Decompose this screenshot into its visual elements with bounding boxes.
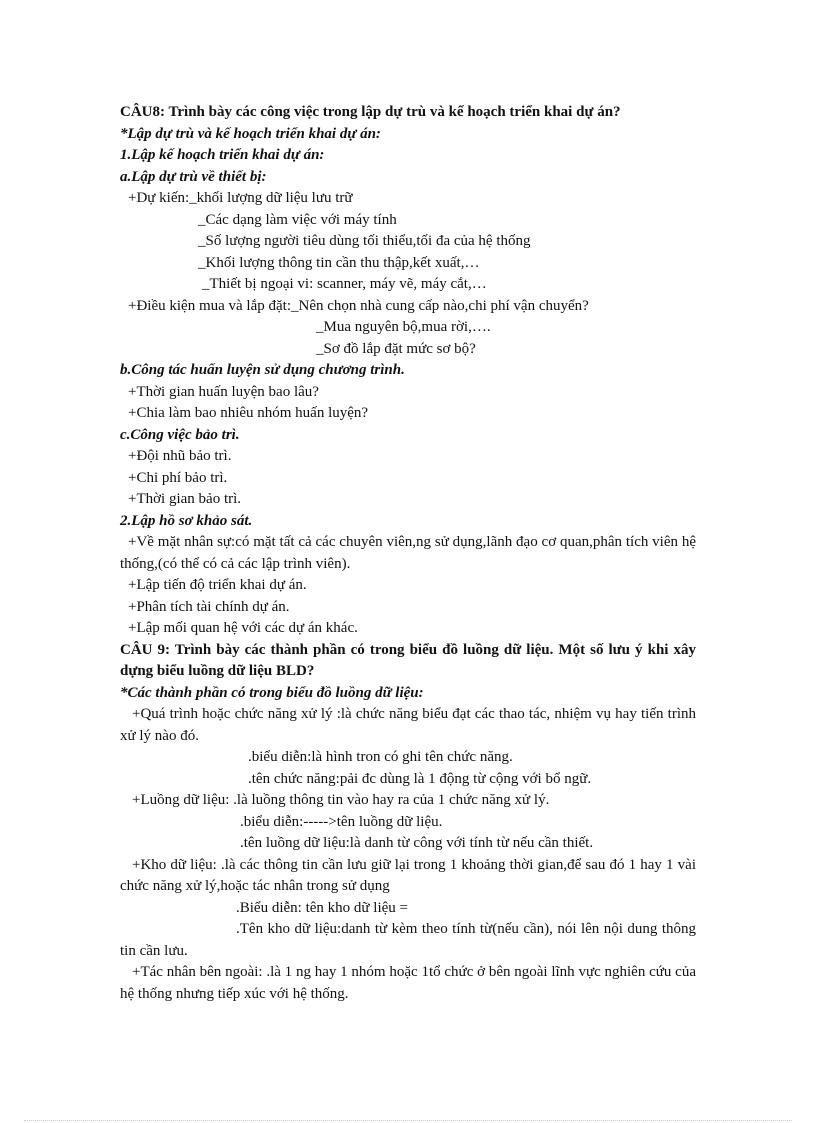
text-line: .Biểu diễn: tên kho dữ liệu = <box>236 899 408 916</box>
question-8-title: CÂU8: Trình bày các công việc trong lập dự trù và kế hoạch triển khai dự án? <box>120 104 621 120</box>
text-line: +Thời gian huấn luyện bao lâu? <box>128 383 319 400</box>
text-line: +Phân tích tài chính dự án. <box>128 598 290 615</box>
q9-heading: *Các thành phần có trong biểu đồ luồng dữ liệu: <box>120 684 424 701</box>
text-line: .biểu diễn:----->tên luồng dữ liệu. <box>240 813 443 830</box>
text-line: .biểu diễn:là hình tron có ghi tên chức năng. <box>248 749 513 765</box>
q8-section-1a: a.Lập dự trù về thiết bị: <box>120 168 267 185</box>
text-line: _Thiết bị ngoại vi: scanner, máy vẽ, máy cắt,… <box>202 276 487 292</box>
text-line: +Thời gian bảo trì. <box>128 491 242 507</box>
text-line: _Mua nguyên bộ,mua rời,…. <box>316 319 491 335</box>
text-line: +Lập tiến độ triển khai dự án. <box>128 577 307 593</box>
q8-section-1c: c.Công việc bảo trì. <box>120 426 240 443</box>
text-line: _Các dạng làm việc với máy tính <box>198 211 397 228</box>
question-9-title: CÂU 9: Trình bày các thành phần có trong biểu đồ luồng dữ liệu. Một số lưu ý khi xây dựng biểu luồng dữ liệu BLD? <box>120 641 696 679</box>
text-line: _Sơ đồ lắp đặt mức sơ bộ? <box>316 340 476 357</box>
text-line: .tên chức năng:pải đc dùng là 1 động từ cộng với bổ ngữ. <box>248 770 592 787</box>
text-line: _Số lượng người tiêu dùng tối thiểu,tối đa của hệ thống <box>198 233 531 249</box>
text-line: +Đội nhũ bảo trì. <box>128 448 232 464</box>
q8-section-1b: b.Công tác huấn luyện sử dụng chương trình. <box>120 362 405 378</box>
text-paragraph: +Về mặt nhân sự:có mặt tất cả các chuyên viên,ng sử dụng,lãnh đạo cơ quan,phân tích viên hệ thống,(có thể có cả các lập trình viên). <box>120 534 696 572</box>
text-line: +Điều kiện mua và lắp đặt:_Nên chọn nhà cung cấp nào,chi phí vận chuyển? <box>128 297 589 314</box>
text-line: +Lập mối quan hệ với các dự án khác. <box>128 620 358 636</box>
text-paragraph: +Tác nhân bên ngoài: .là 1 ng hay 1 nhóm hoặc 1tổ chức ở bên ngoài lĩnh vực nghiên cứu của hệ thống nhưng tiếp xúc với hệ thống. <box>120 964 696 1002</box>
document-page <box>120 102 696 1005</box>
page-bottom-rule <box>24 1120 792 1121</box>
q8-heading: *Lập dự trù và kế hoạch triển khai dự án: <box>120 125 381 142</box>
text-line: +Chia làm bao nhiêu nhóm huấn luyện? <box>128 405 369 421</box>
q8-section-2: 2.Lập hồ sơ khảo sát. <box>120 512 253 529</box>
text-paragraph: .Tên kho dữ liệu:danh từ kèm theo tính từ(nếu cần), nói lên nội dung thông tin cần lưu. <box>120 921 696 959</box>
text-line: _Khối lượng thông tin cần thu thập,kết xuất,… <box>198 254 480 271</box>
text-paragraph: +Kho dữ liệu: .là các thông tin cần lưu giữ lại trong 1 khoảng thời gian,để sau đó 1 hay 1 vài chức năng xử lý,hoặc tác nhân trong sử dụng <box>120 856 696 894</box>
text-line: +Luồng dữ liệu: .là luồng thông tin vào hay ra của 1 chức năng xử lý. <box>132 792 550 808</box>
text-line: .tên luồng dữ liệu:là danh từ công với tính từ nếu cần thiết. <box>240 835 594 851</box>
text-paragraph: +Quá trình hoặc chức năng xử lý :là chức năng biểu đạt các thao tác, nhiệm vụ hay tiến trình xử lý nào đó. <box>120 706 696 744</box>
q8-section-1: 1.Lập kế hoạch triển khai dự án: <box>120 147 325 163</box>
text-line: +Dự kiến:_khối lượng dữ liệu lưu trữ <box>128 190 353 206</box>
text-line: +Chi phí bảo trì. <box>128 469 228 486</box>
